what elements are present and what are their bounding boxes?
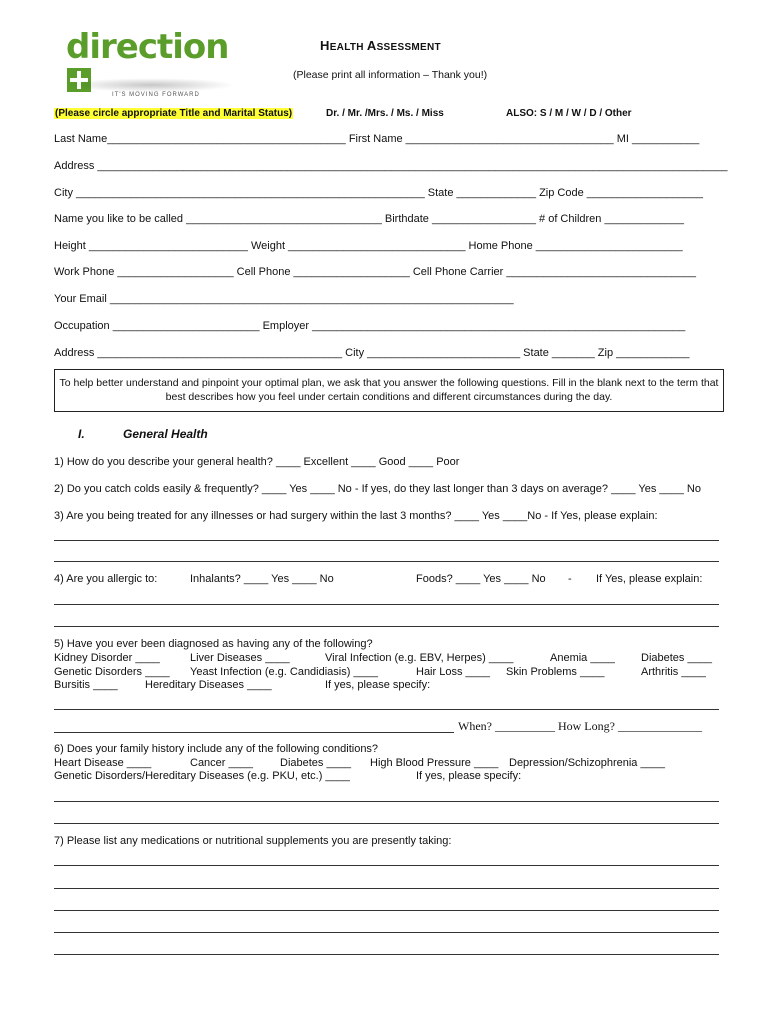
- title-marital-row: [54, 107, 293, 119]
- condition-option[interactable]: Genetic Disorders ____: [54, 666, 170, 678]
- marital-status-options[interactable]: ALSO: S / M / W / D / Other: [506, 108, 632, 119]
- email-field-row[interactable]: Your Email __________________________________________________________________: [54, 293, 514, 305]
- condition-option[interactable]: Viral Infection (e.g. EBV, Herpes) ____: [325, 652, 514, 664]
- work-address-field-row[interactable]: Address ________________________________________ City _________________________ State _______ Zip ____________: [54, 347, 690, 359]
- page-title: HEALTH ASSESSMENT: [320, 38, 441, 53]
- logo-wordmark: direction: [66, 27, 229, 67]
- allergy-inhalants[interactable]: Inhalants? ____ Yes ____ No: [190, 573, 334, 585]
- question-6-label: 6) Does your family history include any of the following conditions?: [54, 743, 379, 755]
- answer-line[interactable]: [54, 888, 719, 889]
- family-condition-option[interactable]: High Blood Pressure ____: [370, 757, 499, 769]
- question-4-label: 4) Are you allergic to:: [54, 573, 158, 585]
- condition-option[interactable]: Diabetes ____: [641, 652, 712, 664]
- family-condition-option[interactable]: Genetic Disorders/Hereditary Diseases (e.g. PKU, etc.) ____: [54, 770, 350, 782]
- instructions-box: To help better understand and pinpoint your optimal plan, we ask that you answer the following questions. Fill in the blank next to the term that best describes how you feel under certain conditions and different circumstances during the day.: [54, 369, 724, 412]
- answer-line[interactable]: [54, 932, 719, 933]
- section-title: General Health: [123, 427, 208, 441]
- question-2[interactable]: 2) Do you catch colds easily & frequently? ____ Yes ____ No - If yes, do they last longer than 3 days on average? ____ Yes ____ No: [54, 483, 701, 495]
- answer-line[interactable]: [54, 954, 719, 955]
- condition-option[interactable]: Anemia ____: [550, 652, 615, 664]
- title-options[interactable]: Dr. / Mr. /Mrs. / Ms. / Miss: [326, 108, 444, 119]
- answer-line[interactable]: [54, 561, 719, 562]
- answer-line[interactable]: [54, 732, 454, 733]
- company-logo: [66, 27, 236, 100]
- allergy-explain: If Yes, please explain:: [596, 573, 703, 585]
- condition-option[interactable]: Kidney Disorder ____: [54, 652, 160, 664]
- answer-line[interactable]: [54, 910, 719, 911]
- logo-reflection: [66, 78, 236, 92]
- city-field-row[interactable]: City _________________________________________________________ State _____________ Zip Code ___________________: [54, 187, 704, 199]
- specify-label: If yes, please specify:: [325, 679, 431, 691]
- name-field-row[interactable]: Last Name_______________________________________ First Name __________________________________ MI ___________: [54, 133, 700, 145]
- question-3[interactable]: 3) Are you being treated for any illnesses or had surgery within the last 3 months? ____ Yes ____No - If Yes, please explain:: [54, 510, 658, 522]
- family-condition-option[interactable]: Diabetes ____: [280, 757, 351, 769]
- question-1[interactable]: 1) How do you describe your general health? ____ Excellent ____ Good ____ Poor: [54, 456, 460, 468]
- answer-line[interactable]: [54, 626, 719, 627]
- answer-line[interactable]: [54, 823, 719, 824]
- condition-option[interactable]: Hereditary Diseases ____: [145, 679, 272, 691]
- condition-option[interactable]: Bursitis ____: [54, 679, 118, 691]
- height-field-row[interactable]: Height __________________________ Weight _____________________________ Home Phone ________________________: [54, 240, 683, 252]
- work-phone-field-row[interactable]: Work Phone ___________________ Cell Phone ___________________ Cell Phone Carrier _______________________________: [54, 266, 697, 278]
- answer-line[interactable]: [54, 709, 719, 710]
- condition-option[interactable]: Skin Problems ____: [506, 666, 605, 678]
- page-subtitle: (Please print all information – Thank you!): [293, 69, 488, 81]
- answer-line[interactable]: [54, 604, 719, 605]
- family-condition-option[interactable]: Heart Disease ____: [54, 757, 152, 769]
- answer-line[interactable]: [54, 540, 719, 541]
- question-7: 7) Please list any medications or nutritional supplements you are presently taking:: [54, 835, 452, 847]
- occupation-field-row[interactable]: Occupation ________________________ Employer _____________________________________________________________: [54, 320, 686, 332]
- address-field-row[interactable]: Address _______________________________________________________________________________________________________: [54, 160, 728, 172]
- dash: -: [568, 573, 572, 585]
- nickname-field-row[interactable]: Name you like to be called ________________________________ Birthdate _________________ # of Children _____________: [54, 213, 684, 225]
- question-5-label: 5) Have you ever been diagnosed as having any of the following?: [54, 638, 373, 650]
- section-number: I.: [78, 427, 85, 441]
- condition-option[interactable]: Arthritis ____: [641, 666, 706, 678]
- logo-tagline: IT'S MOVING FORWARD: [112, 92, 200, 98]
- allergy-foods[interactable]: Foods? ____ Yes ____ No: [416, 573, 546, 585]
- circle-instruction: (Please circle appropriate Title and Marital Status): [55, 108, 293, 119]
- condition-option[interactable]: Yeast Infection (e.g. Candidiasis) ____: [190, 666, 378, 678]
- when-how-long[interactable]: When? __________ How Long? ______________: [458, 719, 702, 733]
- answer-line[interactable]: [54, 801, 719, 802]
- family-condition-option[interactable]: Depression/Schizophrenia ____: [509, 757, 665, 769]
- answer-line[interactable]: [54, 865, 719, 866]
- condition-option[interactable]: Hair Loss ____: [416, 666, 490, 678]
- specify-label: If yes, please specify:: [416, 770, 522, 782]
- condition-option[interactable]: Liver Diseases ____: [190, 652, 290, 664]
- family-condition-option[interactable]: Cancer ____: [190, 757, 253, 769]
